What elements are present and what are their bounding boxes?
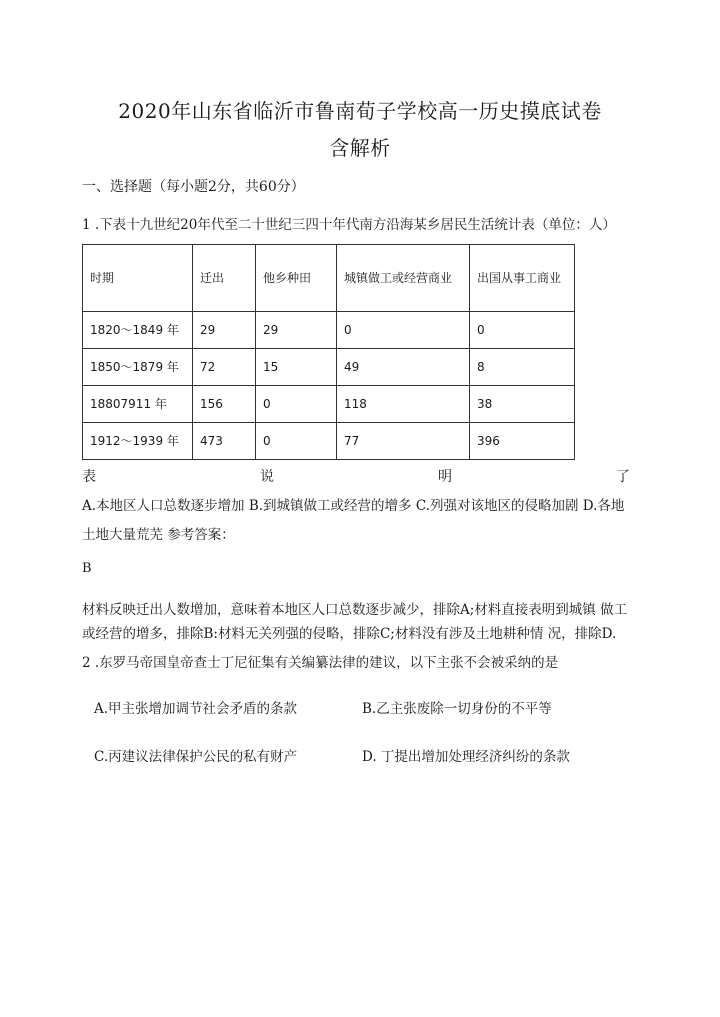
lead-word: 了 bbox=[616, 469, 630, 485]
table-cell: 1912～1939 年 bbox=[83, 423, 193, 460]
table-cell: 72 bbox=[193, 349, 256, 386]
table-header-cell: 时期 bbox=[83, 245, 193, 312]
table-cell: 77 bbox=[337, 423, 470, 460]
table-cell: 0 bbox=[337, 312, 470, 349]
table-row bbox=[83, 349, 575, 386]
table-cell: 396 bbox=[470, 423, 575, 460]
lead-word: 明 bbox=[438, 469, 452, 485]
table-cell: 8 bbox=[470, 349, 575, 386]
table-header-cell: 出国从事工商业 bbox=[470, 245, 575, 312]
table-cell: 29 bbox=[256, 312, 337, 349]
question-1-stem: 1 .下表十九世纪20年代至二十世纪三四十年代南方沿海某乡居民生活统计表（单位：人） bbox=[82, 217, 616, 233]
table-cell: 15 bbox=[256, 349, 337, 386]
table-cell: 473 bbox=[193, 423, 256, 460]
question-2-option-d: D. 丁提出增加处理经济纠纷的条款 bbox=[362, 749, 570, 765]
table-cell: 29 bbox=[193, 312, 256, 349]
lead-word: 表 bbox=[82, 469, 96, 485]
table-cell: 1850～1879 年 bbox=[83, 349, 193, 386]
page-title: 2020年山东省临沂市鲁南荀子学校高一历史摸底试卷 bbox=[118, 99, 602, 123]
table-header-cell: 迁出 bbox=[193, 245, 256, 312]
question-1-explanation-line1: 材料反映迁出人数增加，意味着本地区人口总数逐步减少，排除A;材料直接表明到城镇 做工 bbox=[82, 602, 628, 618]
table-row bbox=[83, 312, 575, 349]
table-row bbox=[83, 386, 575, 423]
lead-word: 说 bbox=[260, 469, 274, 485]
table-cell: 18807911 年 bbox=[83, 386, 193, 423]
question-2-option-a: A.甲主张增加调节社会矛盾的条款 bbox=[94, 701, 298, 717]
explain-lead-words bbox=[82, 466, 630, 486]
table-cell: 0 bbox=[256, 423, 337, 460]
table-cell: 118 bbox=[337, 386, 470, 423]
table-cell: 0 bbox=[256, 386, 337, 423]
question-1-options-line2: 土地大量荒芜 参考答案： bbox=[82, 527, 235, 543]
table-cell: 0 bbox=[470, 312, 575, 349]
section-heading: 一、选择题（每小题2分，共60分） bbox=[82, 179, 305, 195]
question-1-answer: B bbox=[82, 561, 92, 576]
question-1-options-line1: A.本地区人口总数逐步增加 B.到城镇做工或经营的增多 C.列强对该地区的侵略加剧 D.各地 bbox=[82, 498, 625, 514]
question-1-explanation-line2: 或经营的增多，排除B:材料无关列强的侵略，排除C;材料没有涉及土地耕种情 况，排除D. bbox=[82, 626, 617, 642]
table-header-cell: 城镇做工或经营商业 bbox=[337, 245, 470, 312]
table-cell: 49 bbox=[337, 349, 470, 386]
page-title-line2: 含解析 bbox=[329, 136, 391, 160]
statistics-table bbox=[82, 244, 575, 460]
table-row bbox=[83, 423, 575, 460]
table-cell: 1820～1849 年 bbox=[83, 312, 193, 349]
table-cell: 156 bbox=[193, 386, 256, 423]
question-2-stem: 2 .东罗马帝国皇帝查士丁尼征集有关编纂法律的建议，以下主张不会被采纳的是 bbox=[82, 655, 559, 671]
table-header-row bbox=[83, 245, 575, 312]
question-2-option-c: C.丙建议法律保护公民的私有财产 bbox=[94, 749, 298, 765]
table-header-cell: 他乡种田 bbox=[256, 245, 337, 312]
table-cell: 38 bbox=[470, 386, 575, 423]
question-2-option-b: B.乙主张废除一切身份的不平等 bbox=[362, 701, 552, 717]
